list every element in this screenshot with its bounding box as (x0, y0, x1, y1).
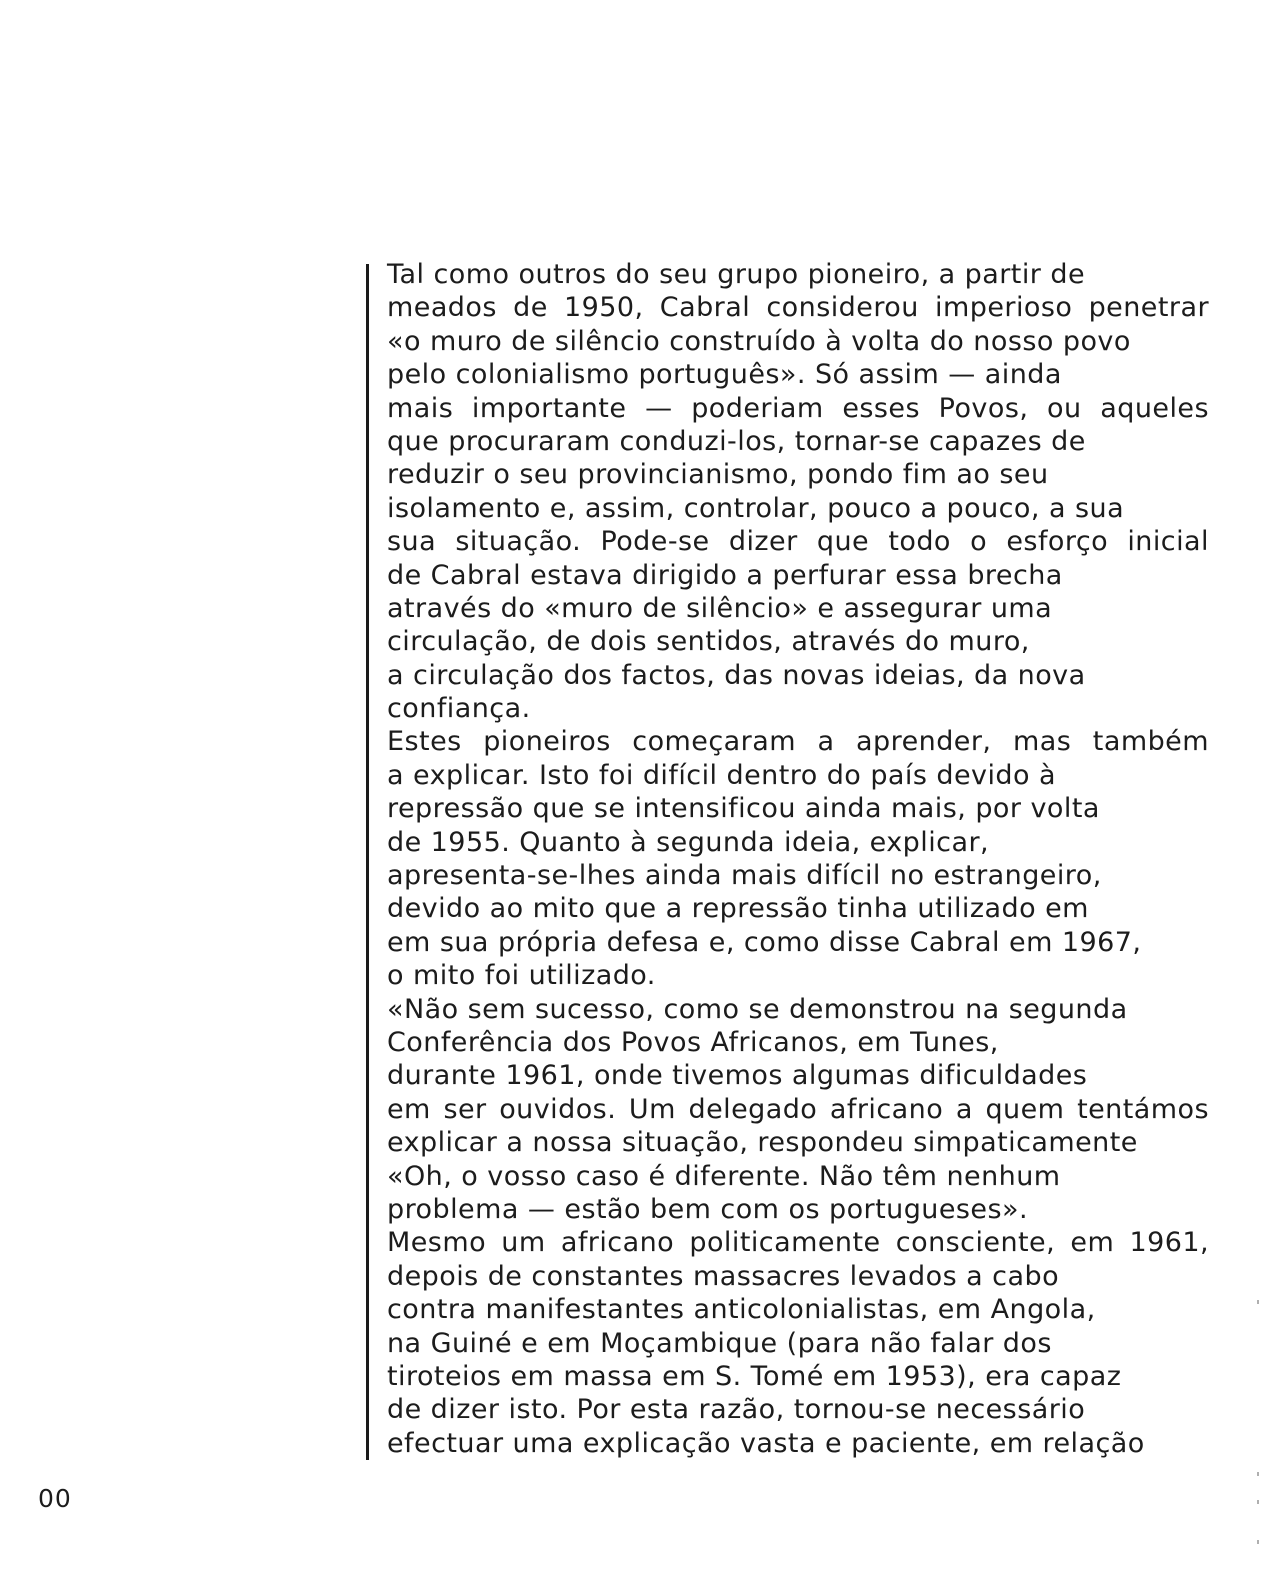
scan-artifact (1257, 1300, 1259, 1304)
text-line: repressão que se intensificou ainda mais, por volta (387, 793, 1100, 825)
text-line: através do «muro de silêncio» e assegurar uma (387, 592, 1053, 624)
text-line: depois de constantes massacres levados a cabo (387, 1260, 1060, 1292)
text-line: Estes pioneiros começaram a aprender, mas também (387, 726, 1209, 758)
text-line: sua situação. Pode-se dizer que todo o esforço inicial (387, 526, 1209, 558)
text-line: em ser ouvidos. Um delegado africano a quem tentámos (387, 1093, 1209, 1125)
text-line: de 1955. Quanto à segunda ideia, explicar, (387, 826, 990, 858)
text-line: «Não sem sucesso, como se demonstrou na segunda (387, 993, 1128, 1025)
body-text (387, 258, 1237, 1460)
text-line: a explicar. Isto foi difícil dentro do país devido à (387, 759, 1057, 791)
scan-artifact (1257, 1472, 1259, 1476)
text-line: a circulação dos factos, das novas ideias, da nova (387, 659, 1086, 691)
text-line: que procuraram conduzi-los, tornar-se capazes de (387, 425, 1086, 457)
text-line: contra manifestantes anticolonialistas, em Angola, (387, 1294, 1096, 1326)
text-line: o mito foi utilizado. (387, 960, 656, 992)
text-line: tiroteios em massa em S. Tomé em 1953), era capaz (387, 1360, 1122, 1392)
margin-vertical-rule (366, 264, 369, 1460)
text-line: Conferência dos Povos Africanos, em Tunes, (387, 1026, 999, 1058)
text-line: na Guiné e em Moçambique (para não falar dos (387, 1327, 1052, 1359)
text-line: de Cabral estava dirigido a perfurar essa brecha (387, 559, 1063, 591)
text-line: mais importante — poderiam esses Povos, ou aqueles (387, 392, 1209, 424)
text-line: efectuar uma explicação vasta e paciente, em relação (387, 1427, 1145, 1459)
scan-artifact (1257, 1500, 1259, 1504)
scan-artifact (1257, 1540, 1259, 1544)
text-line: reduzir o seu provincianismo, pondo fim ao seu (387, 459, 1049, 491)
text-line: meados de 1950, Cabral considerou imperioso penetrar (387, 292, 1209, 324)
page-number: 00 (38, 1484, 72, 1513)
text-line: circulação, de dois sentidos, através do muro, (387, 626, 1030, 658)
text-line: devido ao mito que a repressão tinha utilizado em (387, 893, 1089, 925)
text-line: isolamento e, assim, controlar, pouco a pouco, a sua (387, 492, 1125, 524)
text-line: «Oh, o vosso caso é diferente. Não têm nenhum (387, 1160, 1061, 1192)
text-line: apresenta-se-lhes ainda mais difícil no estrangeiro, (387, 860, 1102, 892)
text-line: durante 1961, onde tivemos algumas dificuldades (387, 1060, 1088, 1092)
text-line: em sua própria defesa e, como disse Cabral em 1967, (387, 926, 1142, 958)
text-line: «o muro de silêncio construído à volta do nosso povo (387, 325, 1131, 357)
text-line: problema — estão bem com os portugueses». (387, 1193, 1029, 1225)
text-line: pelo colonialismo português». Só assim — ainda (387, 359, 1062, 391)
text-line: explicar a nossa situação, respondeu simpaticamente (387, 1127, 1138, 1159)
text-line: Tal como outros do seu grupo pioneiro, a partir de (387, 259, 1086, 290)
text-line: confiança. (387, 693, 531, 725)
text-line: de dizer isto. Por esta razão, tornou-se necessário (387, 1394, 1086, 1426)
text-line: Mesmo um africano politicamente consciente, em 1961, (387, 1227, 1209, 1259)
